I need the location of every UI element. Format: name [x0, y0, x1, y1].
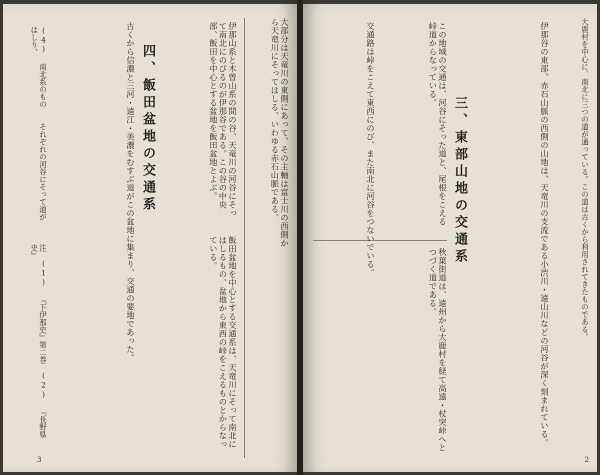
left-top-column: 大部分は天竜川の東側にあって、その主軸は富士川の西側から天竜川にそってはしる、いわゆる赤石山脈である。 — [270, 18, 290, 248]
left-page — [3, 4, 297, 472]
right-page — [303, 4, 597, 472]
right-body-column-1: 伊那谷の東部、赤石山脈の西側の山地は、天竜川の支流である小渋川・遠山川などの河谷が深く刻まれている。 — [540, 22, 550, 447]
left-page-number: 3 — [37, 456, 42, 464]
left-notes-column: (4) 南北系のもの それぞれの河谷にそって道がはしり、 — [30, 26, 48, 221]
right-page-number: 2 — [584, 456, 589, 464]
left-body-column-2: 飯田盆地を中心とする交通系は、天竜川にそって南北にはしるもの、盆地から東西の峠をこえるものとからなっている。 — [208, 236, 238, 449]
left-body-column-1: 伊那山系と木曽山系の間の谷、天竜川の河谷にそって南北にのびるのが伊那谷である。この谷の中央部、飯田を中心とする盆地を飯田盆地とよぶ。 — [208, 22, 238, 218]
left-body-column-3: 古くから信濃と三河・遠江・美濃をむすぶ道がこの盆地に集まり、交通の要地であった。 — [126, 22, 136, 362]
left-footnotes: 注 (1) 『下伊那史』第二巻 (2) 『長野県史』 — [30, 244, 48, 439]
left-section-heading: 四、飯田盆地の交通系 — [140, 44, 155, 214]
left-column-rule — [244, 18, 245, 458]
right-body-column-3: 秋葉街道は、遠州から大鹿村を経て高遠・杖突峠へとつづく道である。 — [428, 248, 448, 452]
right-body-column-2: この地域の交通は、河谷にそった道と、尾根をこえる峠道からなっている。 — [428, 22, 448, 226]
right-body-column-4: 交通路は峠をこえて東西にのび、また南北に河谷をつないでいる。 — [366, 22, 376, 277]
right-section-heading: 三、東部山地の交通系 — [452, 96, 467, 266]
right-margin-column: 大鹿村を中心に、南北に三つの道が通っている。この道は古くから利用されてきたものである。 — [581, 18, 590, 341]
